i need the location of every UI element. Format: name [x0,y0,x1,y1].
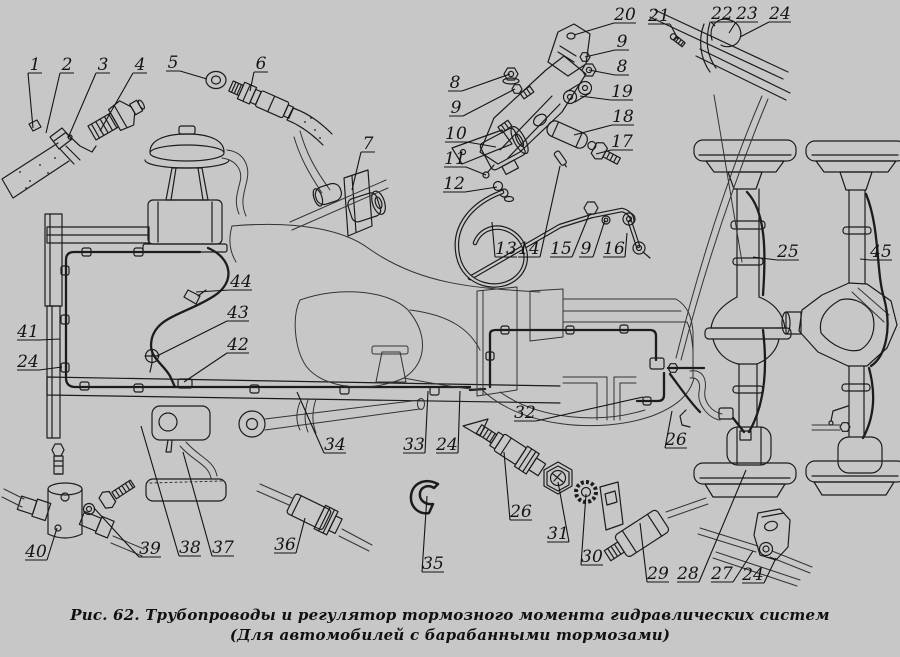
pedal-cylinder [152,406,210,440]
nut-part-15 [584,202,598,214]
figure-caption-line2: (Для автомобилей с барабанными тормозами) [229,626,671,644]
part-number-15: 15 [550,239,572,259]
master-cylinder-pipe [151,248,228,387]
rear-axle-rear-view [782,141,900,495]
part-number-20: 20 [614,5,636,25]
part-number-10: 10 [445,124,467,144]
part-number-29: 29 [647,564,669,584]
part-number-26: 26 [665,430,687,450]
part-number-25: 25 [777,242,799,262]
washer-part-9-lower [602,216,610,224]
part-number-4: 4 [134,55,146,75]
part-number-27: 27 [711,564,733,584]
part-number-31: 31 [547,524,569,544]
bracket-part-3 [66,133,96,152]
retaining-clip-part-35 [411,481,438,513]
part-number-8: 8 [449,73,461,93]
part-number-17: 17 [611,132,633,152]
part-number-12: 12 [443,174,465,194]
part-number-2: 2 [61,55,73,75]
part-number-33: 33 [403,435,425,455]
axle-brake-hose [747,192,765,432]
part-number-41: 41 [17,322,39,342]
part-number-5: 5 [167,53,179,73]
regulator-linkage [457,150,650,285]
part-number-40: 40 [25,542,47,562]
front-brake-hose-assembly [2,72,332,199]
part-number-24: 24 [769,4,791,24]
link-part-19 [564,91,577,104]
part-number-24: 24 [436,435,458,455]
part-number-6: 6 [255,54,267,74]
part-number-9: 9 [616,32,628,52]
brake-regulator-assembly [449,24,623,202]
part-number-8: 8 [616,57,628,77]
part-number-32: 32 [514,403,536,423]
part-number-36: 36 [274,535,296,555]
screw-part-21 [669,33,685,48]
bleeder-part-37 [166,440,172,452]
part-number-19: 19 [611,82,633,102]
brake-pipe-front-loop [66,252,485,390]
part-number-43: 43 [227,303,249,323]
callout-leader-6 [250,72,268,91]
part-number-26: 26 [510,502,532,522]
rear-brake-pipe [490,330,656,387]
callout-leader-1 [28,73,42,128]
part-number-38: 38 [179,538,201,558]
fitting-bolt-part-6 [227,78,295,121]
callout-leader-24 [740,22,791,37]
flex-hose-part-26 [670,374,700,412]
part-number-28: 28 [677,564,699,584]
part-number-11: 11 [444,149,466,169]
part-number-9: 9 [450,98,462,118]
valve-part-12 [494,182,503,191]
part-number-23: 23 [736,4,758,24]
part-number-42: 42 [227,335,249,355]
part-number-7: 7 [362,134,374,154]
part-number-1: 1 [29,55,41,75]
part-number-14: 14 [518,239,540,259]
part-number-9: 9 [580,239,592,259]
part-number-18: 18 [612,107,634,127]
part-number-37: 37 [212,538,234,558]
bolt-part-39 [97,476,137,511]
callout-leader-2 [46,73,74,133]
part-number-35: 35 [422,554,444,574]
part-number-16: 16 [603,239,625,259]
part-number-39: 39 [139,539,161,559]
nut-part-1 [29,120,41,131]
hose-connector-part-29 [601,498,708,567]
pin-part-14 [554,150,569,168]
part-number-21: 21 [648,6,670,26]
part-number-24: 24 [742,565,764,585]
part-number-13: 13 [495,239,517,259]
star-washer-part-30 [576,482,623,530]
callout-leader-21 [648,24,678,39]
washer-part-5 [206,72,226,89]
part-number-34: 34 [324,435,346,455]
part-number-44: 44 [230,272,252,292]
pressure-fitting-part-26 [472,419,548,480]
part-number-22: 22 [711,4,733,24]
part-number-3: 3 [97,55,109,75]
hex-nut-part-31 [544,462,572,494]
regulator-bracket-plate [480,56,586,164]
nut-part-9-left [512,85,522,94]
part-number-45: 45 [870,242,892,262]
figure-caption-line1: Рис. 62. Трубопроводы и регулятор тормозного момента гидравлических систем [70,606,830,624]
part-number-24: 24 [17,352,39,372]
piston-part-18 [545,119,599,155]
callout-leader-42 [184,353,249,382]
part-number-30: 30 [581,547,603,567]
